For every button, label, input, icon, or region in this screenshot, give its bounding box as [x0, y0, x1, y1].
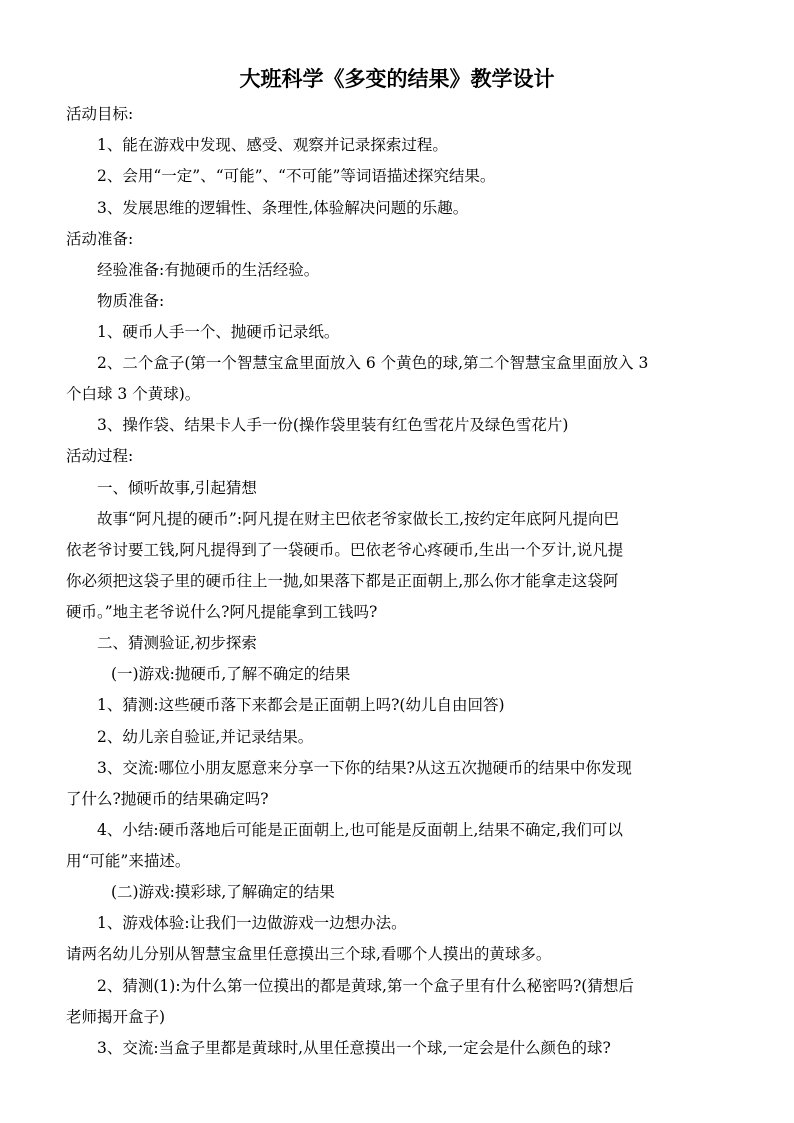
- subsection-1-heading: (一)游戏:抛硬币,了解不确定的结果: [111, 665, 351, 683]
- heading-activity-preparation: 活动准备:: [66, 230, 134, 248]
- subsection-1-step-3: 3、交流:哪位小朋友愿意来分享一下你的结果?从这五次抛硬币的结果中你发现: [97, 759, 632, 777]
- subsection-2-step-1-cont: 请两名幼儿分别从智慧宝盒里任意摸出三个球,看哪个人摸出的黄球多。: [66, 945, 552, 963]
- subsection-1-step-3-cont: 了什么?抛硬币的结果确定吗?: [66, 790, 269, 808]
- story-paragraph-line: 你必须把这袋子里的硬币往上一抛,如果落下都是正面朝上,那么你才能拿走这袋阿: [66, 572, 619, 590]
- heading-activity-goals: 活动目标:: [66, 105, 134, 123]
- story-paragraph-line: 硬币。”地主老爷说什么?阿凡提能拿到工钱吗?: [66, 603, 378, 621]
- experience-preparation: 经验准备:有抛硬币的生活经验。: [97, 261, 320, 279]
- material-item-3: 3、操作袋、结果卡人手一份(操作袋里装有红色雪花片及绿色雪花片): [97, 416, 569, 434]
- document-title: 大班科学《多变的结果》教学设计: [239, 66, 555, 91]
- subsection-2-heading: (二)游戏:摸彩球,了解确定的结果: [111, 883, 335, 901]
- story-paragraph-line: 故事“阿凡提的硬币”:阿凡提在财主巴依老爷家做长工,按约定年底阿凡提向巴: [97, 510, 619, 528]
- section-1-heading: 一、倾听故事,引起猜想: [97, 479, 257, 497]
- subsection-2-step-3: 3、交流:当盒子里都是黄球时,从里任意摸出一个球,一定会是什么颜色的球?: [97, 1039, 611, 1057]
- subsection-2-step-2: 2、猜测(1):为什么第一位摸出的都是黄球,第一个盒子里有什么秘密吗?(猜想后: [97, 977, 634, 995]
- subsection-1-step-4-cont: 用“可能”来描述。: [66, 852, 191, 870]
- subsection-1-step-4: 4、小结:硬币落地后可能是正面朝上,也可能是反面朝上,结果不确定,我们可以: [97, 821, 623, 839]
- material-preparation-label: 物质准备:: [97, 292, 165, 310]
- material-item-1: 1、硬币人手一个、抛硬币记录纸。: [97, 323, 340, 341]
- goal-item-3: 3、发展思维的逻辑性、条理性,体验解决问题的乐趣。: [97, 199, 469, 217]
- material-item-2: 2、二个盒子(第一个智慧宝盒里面放入 6 个黄色的球,第二个智慧宝盒里面放入 3: [97, 354, 649, 372]
- subsection-1-step-2: 2、幼儿亲自验证,并记录结果。: [97, 728, 314, 746]
- goal-item-2: 2、会用“一定”、“可能”、“不可能”等词语描述探究结果。: [97, 167, 496, 185]
- section-2-heading: 二、猜测验证,初步探索: [97, 634, 257, 652]
- heading-activity-process: 活动过程:: [66, 447, 134, 465]
- material-item-2-cont: 个白球 3 个黄球)。: [66, 385, 201, 403]
- subsection-2-step-2-cont: 老师揭开盒子): [66, 1008, 166, 1026]
- story-paragraph-line: 依老爷讨要工钱,阿凡提得到了一袋硬币。巴依老爷心疼硬币,生出一个歹计,说凡提: [66, 541, 624, 559]
- subsection-2-step-1: 1、游戏体验:让我们一边做游戏一边想办法。: [97, 914, 407, 932]
- goal-item-1: 1、能在游戏中发现、感受、观察并记录探索过程。: [97, 136, 448, 154]
- subsection-1-step-1: 1、猜测:这些硬币落下来都会是正面朝上吗?(幼儿自由回答): [97, 696, 505, 714]
